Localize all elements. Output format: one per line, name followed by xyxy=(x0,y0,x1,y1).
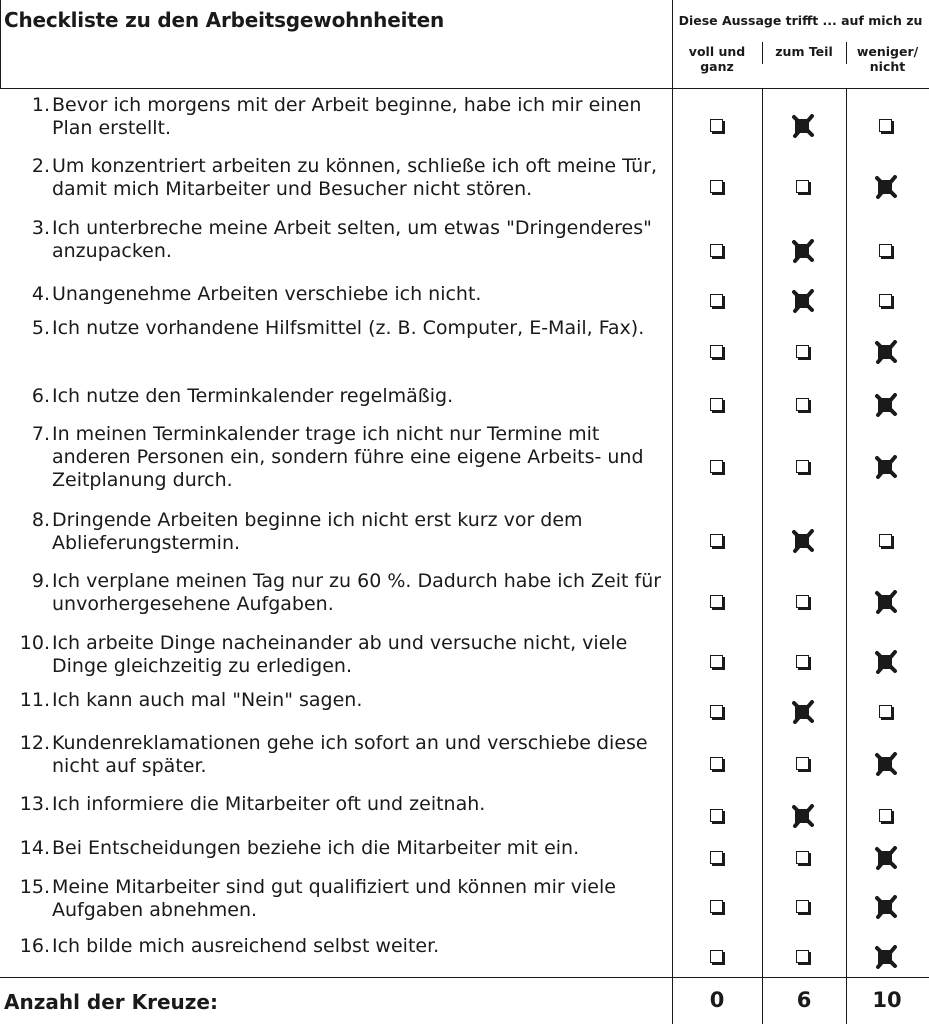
empty-checkbox[interactable] xyxy=(710,244,723,257)
checked-checkbox[interactable] xyxy=(874,752,898,776)
checked-checkbox[interactable] xyxy=(874,340,898,364)
empty-checkbox[interactable] xyxy=(796,851,809,864)
item-number: 10. xyxy=(19,632,50,654)
checked-checkbox[interactable] xyxy=(791,700,815,724)
empty-checkbox[interactable] xyxy=(879,705,892,718)
item-statement: Ich arbeite Dinge nacheinander ab und versuche nicht, viele Dinge gleichzeitig zu erledigen. xyxy=(52,632,628,677)
item-number: 5. xyxy=(31,317,50,339)
column-header-full xyxy=(672,44,762,74)
item-number: 1. xyxy=(31,94,50,116)
header-tick xyxy=(762,42,763,64)
item-number: 3. xyxy=(31,217,50,239)
checked-checkbox[interactable] xyxy=(791,239,815,263)
empty-checkbox[interactable] xyxy=(710,595,723,608)
header-rule xyxy=(0,88,929,89)
item-statement: Bei Entscheidungen beziehe ich die Mitarbeiter mit ein. xyxy=(52,837,580,859)
checked-checkbox[interactable] xyxy=(874,895,898,919)
rating-header xyxy=(672,0,929,88)
column-divider xyxy=(762,88,763,977)
empty-checkbox[interactable] xyxy=(710,655,723,668)
empty-checkbox[interactable] xyxy=(879,534,892,547)
item-statement: Dringende Arbeiten beginne ich nicht erst kurz vor dem Ablieferungstermin. xyxy=(52,509,583,554)
checked-checkbox[interactable] xyxy=(791,289,815,313)
empty-checkbox[interactable] xyxy=(796,757,809,770)
checked-checkbox[interactable] xyxy=(874,945,898,969)
page-title: Checkliste zu den Arbeitsgewohnheiten xyxy=(4,8,445,32)
item-number: 6. xyxy=(31,385,50,407)
count-partly: 6 xyxy=(796,988,812,1012)
item-statement: In meinen Terminkalender trage ich nicht nur Termine mit anderen Personen ein, sondern führe eine eigene Arbeits- und Zeitplanung durch. xyxy=(52,423,644,491)
empty-checkbox[interactable] xyxy=(710,398,723,411)
column-header-partly-line1: zum Teil xyxy=(775,44,833,59)
empty-checkbox[interactable] xyxy=(796,950,809,963)
rating-caption: Diese Aussage trifft ... auf mich zu xyxy=(678,13,923,28)
empty-checkbox[interactable] xyxy=(796,345,809,358)
item-number: 9. xyxy=(31,570,50,592)
item-number: 15. xyxy=(19,876,50,898)
empty-checkbox[interactable] xyxy=(710,534,723,547)
checked-checkbox[interactable] xyxy=(874,455,898,479)
empty-checkbox[interactable] xyxy=(710,119,723,132)
item-number: 12. xyxy=(19,732,50,754)
checked-checkbox[interactable] xyxy=(791,804,815,828)
item-number: 13. xyxy=(19,793,50,815)
empty-checkbox[interactable] xyxy=(796,900,809,913)
empty-checkbox[interactable] xyxy=(796,180,809,193)
empty-checkbox[interactable] xyxy=(796,398,809,411)
empty-checkbox[interactable] xyxy=(796,460,809,473)
item-number: 8. xyxy=(31,509,50,531)
item-statement: Ich verplane meinen Tag nur zu 60 %. Dadurch habe ich Zeit für unvorhergesehene Aufgaben. xyxy=(52,570,662,615)
checked-checkbox[interactable] xyxy=(791,114,815,138)
item-number: 14. xyxy=(19,837,50,859)
empty-checkbox[interactable] xyxy=(879,809,892,822)
item-statement: Ich kann auch mal "Nein" sagen. xyxy=(52,689,363,711)
empty-checkbox[interactable] xyxy=(710,851,723,864)
empty-checkbox[interactable] xyxy=(879,244,892,257)
empty-checkbox[interactable] xyxy=(710,950,723,963)
header-tick xyxy=(846,42,847,64)
item-number: 16. xyxy=(19,935,50,957)
empty-checkbox[interactable] xyxy=(710,294,723,307)
column-divider xyxy=(762,977,763,1024)
empty-checkbox[interactable] xyxy=(710,757,723,770)
item-statement: Ich unterbreche meine Arbeit selten, um etwas "Dringenderes" anzupacken. xyxy=(52,217,652,262)
empty-checkbox[interactable] xyxy=(710,900,723,913)
empty-checkbox[interactable] xyxy=(710,345,723,358)
item-statement: Ich informiere die Mitarbeiter oft und zeitnah. xyxy=(52,793,486,815)
column-header-partly xyxy=(762,44,846,59)
column-header-full-line1: voll und xyxy=(688,44,746,59)
empty-checkbox[interactable] xyxy=(879,119,892,132)
checked-checkbox[interactable] xyxy=(874,393,898,417)
frame-left xyxy=(0,0,1,88)
empty-checkbox[interactable] xyxy=(710,180,723,193)
column-header-full-line2: ganz xyxy=(700,59,734,74)
checked-checkbox[interactable] xyxy=(874,590,898,614)
item-number: 4. xyxy=(31,283,50,305)
empty-checkbox[interactable] xyxy=(879,294,892,307)
column-divider xyxy=(846,88,847,977)
item-number: 11. xyxy=(19,689,50,711)
item-number: 2. xyxy=(31,155,50,177)
item-statement: Meine Mitarbeiter sind gut qualifiziert und können mir viele Aufgaben abnehmen. xyxy=(52,876,616,921)
checked-checkbox[interactable] xyxy=(874,650,898,674)
column-divider xyxy=(672,0,673,1024)
footer-label: Anzahl der Kreuze: xyxy=(4,990,218,1014)
count-less: 10 xyxy=(872,988,902,1012)
checked-checkbox[interactable] xyxy=(791,529,815,553)
item-statement: Kundenreklamationen gehe ich sofort an und verschiebe diese nicht auf später. xyxy=(52,732,648,777)
empty-checkbox[interactable] xyxy=(710,809,723,822)
column-header-less-line2: nicht xyxy=(869,59,906,74)
item-number: 7. xyxy=(31,423,50,445)
empty-checkbox[interactable] xyxy=(796,655,809,668)
footer-rule xyxy=(0,977,929,978)
count-full: 0 xyxy=(709,988,725,1012)
item-statement: Ich nutze den Terminkalender regelmäßig. xyxy=(52,385,454,407)
item-statement: Bevor ich morgens mit der Arbeit beginne, habe ich mir einen Plan erstellt. xyxy=(52,94,642,139)
empty-checkbox[interactable] xyxy=(796,595,809,608)
item-statement: Ich nutze vorhandene Hilfsmittel (z. B. Computer, E-Mail, Fax). xyxy=(52,317,645,339)
checked-checkbox[interactable] xyxy=(874,175,898,199)
empty-checkbox[interactable] xyxy=(710,460,723,473)
item-statement: Ich bilde mich ausreichend selbst weiter. xyxy=(52,935,440,957)
item-statement: Unangenehme Arbeiten verschiebe ich nicht. xyxy=(52,283,482,305)
column-header-less xyxy=(846,44,929,74)
checked-checkbox[interactable] xyxy=(874,846,898,870)
column-header-less-line1: weniger/ xyxy=(856,44,919,59)
empty-checkbox[interactable] xyxy=(710,705,723,718)
item-statement: Um konzentriert arbeiten zu können, schließe ich oft meine Tür, damit mich Mitarbeiter und Besucher nicht stören. xyxy=(52,155,658,200)
